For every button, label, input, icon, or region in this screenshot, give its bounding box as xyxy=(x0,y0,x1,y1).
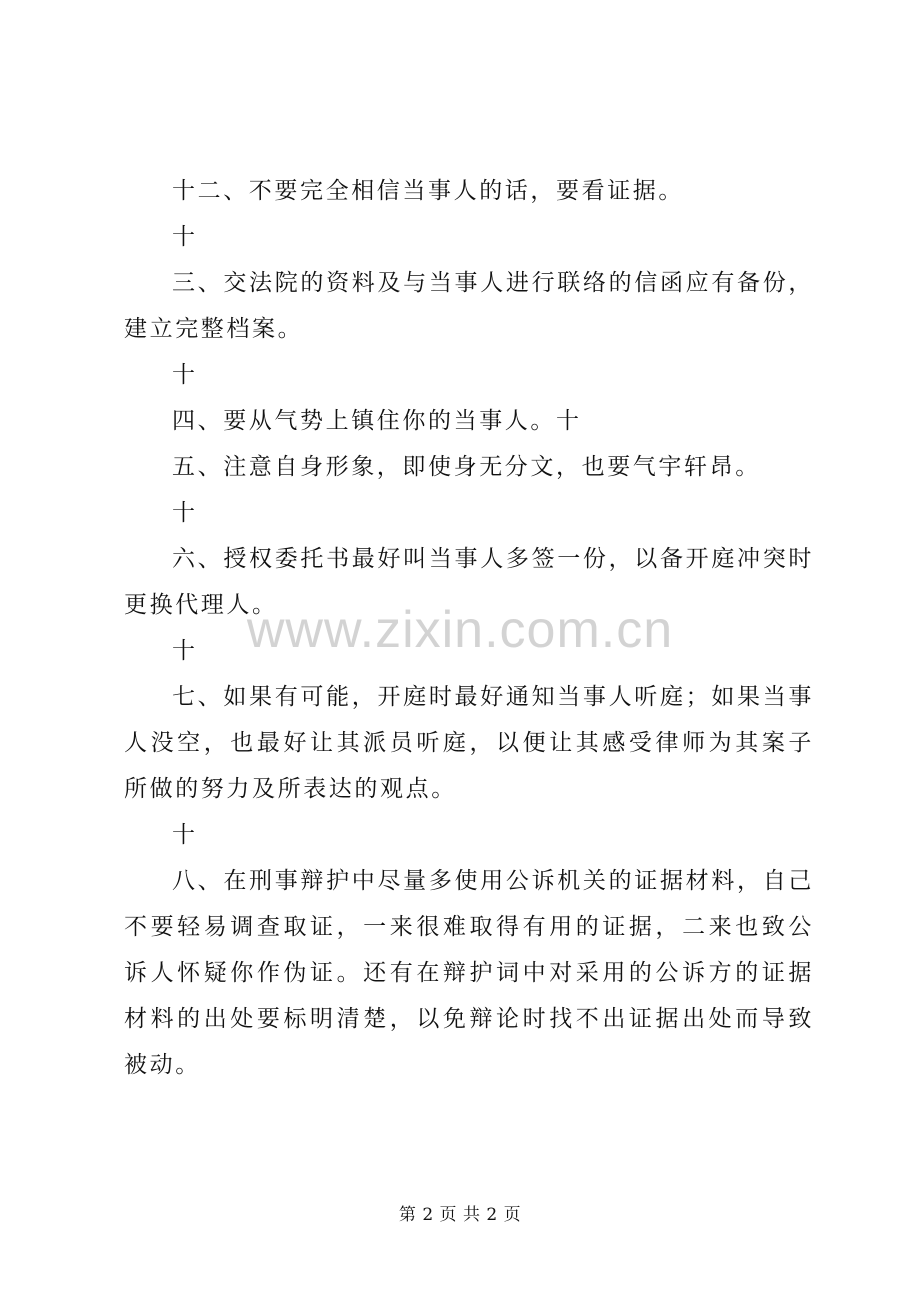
paragraph: 四、要从气势上镇住你的当事人。十 xyxy=(172,408,582,434)
document-body xyxy=(124,168,814,1088)
paragraph: 五、注意自身形象，即使身无分文，也要气宇轩昂。 xyxy=(172,454,761,480)
page-footer: 第 2 页 共 2 页 xyxy=(398,1205,522,1225)
paragraph: 七、如果有可能，开庭时最好通知当事人听庭；如果当事人没空，也最好让其派员听庭，以便让其感受律师为其案子所做的努力及所表达的观点。 xyxy=(124,684,814,802)
paragraph: 十 xyxy=(172,362,198,388)
paragraph: 十二、不要完全相信当事人的话，要看证据。 xyxy=(172,178,684,204)
paragraph: 十 xyxy=(172,638,198,664)
paragraph: 三、交法院的资料及与当事人进行联络的信函应有备份，建立完整档案。 xyxy=(124,270,814,342)
paragraph: 八、在刑事辩护中尽量多使用公诉机关的证据材料，自己不要轻易调查取证，一来很难取得有用的证据，二来也致公诉人怀疑你作伪证。还有在辩护词中对采用的公诉方的证据材料的出处要标明清楚，以免辩论时找不出证据出处而导致被动。 xyxy=(124,868,814,1078)
paragraph: 六、授权委托书最好叫当事人多签一份，以备开庭冲突时更换代理人。 xyxy=(124,546,814,618)
paragraph: 十 xyxy=(172,822,198,848)
paragraph: 十 xyxy=(172,224,198,250)
paragraph: 十 xyxy=(172,500,198,526)
watermark: www.zixin.com.cn xyxy=(246,601,674,659)
